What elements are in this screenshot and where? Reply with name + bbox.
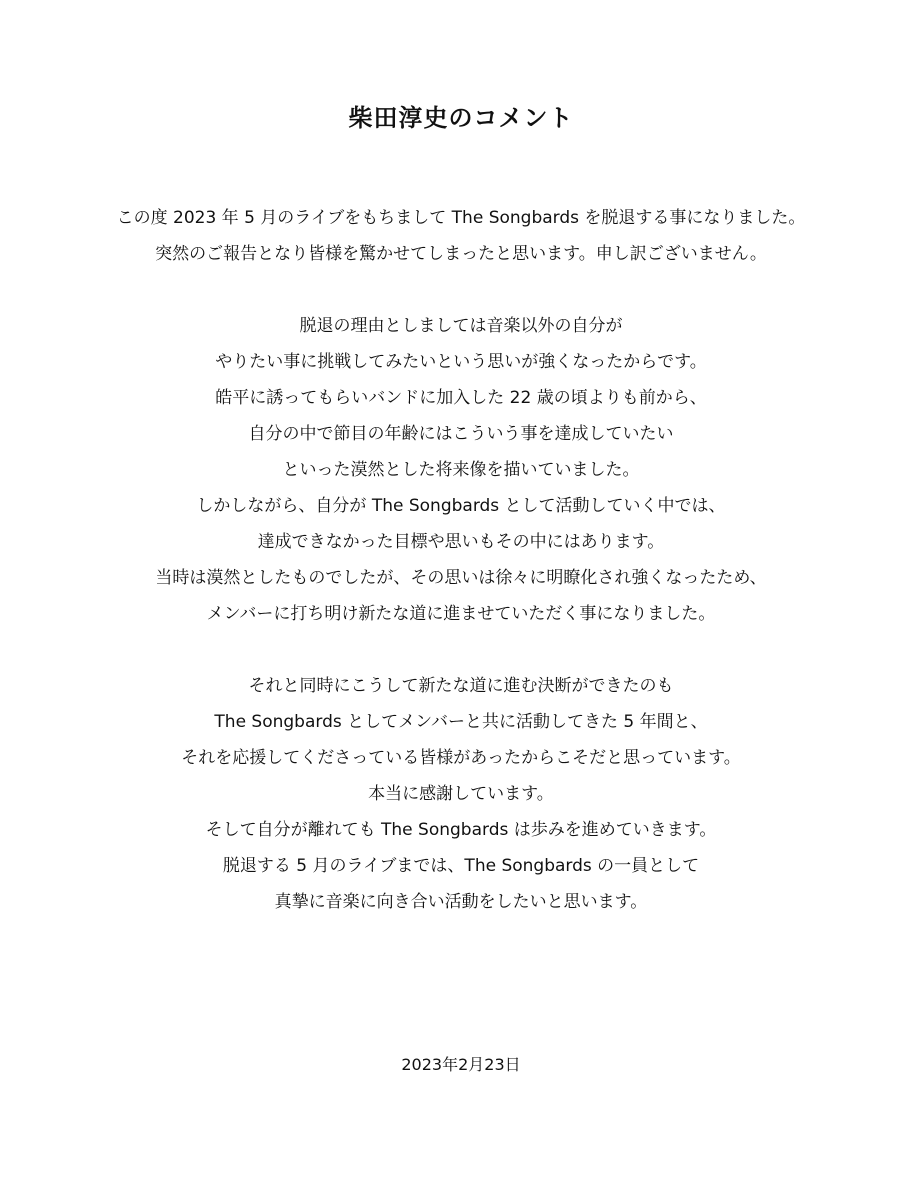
statement-body (0, 200, 922, 920)
text-line: 自分の中で節目の年齢にはこういう事を達成していたい (248, 424, 674, 444)
text-line: 当時は漠然としたものでしたが、その思いは徐々に明瞭化され強くなったため、 (155, 568, 767, 588)
text-line: メンバーに打ち明け新たな道に進ませていただく事になりました。 (206, 604, 716, 624)
text-line: The Songbards としてメンバーと共に活動してきた 5 年間と、 (214, 712, 708, 732)
page-title: 柴田淳史のコメント (348, 104, 574, 132)
text-line: 脱退の理由としましては音楽以外の自分が (299, 316, 623, 336)
text-line: 突然のご報告となり皆様を驚かせてしまったと思います。申し訳ございません。 (155, 244, 767, 264)
paragraph-3 (0, 668, 922, 920)
text-line: やりたい事に挑戦してみたいという思いが強くなったからです。 (215, 352, 707, 372)
text-line: 本当に感謝しています。 (368, 784, 554, 804)
text-line: そして自分が離れても The Songbards は歩みを進めていきます。 (205, 820, 717, 840)
text-line: 真摯に音楽に向き合い活動をしたいと思います。 (274, 892, 648, 912)
paragraph-1 (0, 200, 922, 272)
text-line: 達成できなかった目標や思いもその中にはあります。 (257, 532, 665, 552)
text-line: それを応援してくださっている皆様があったからこそだと思っています。 (181, 748, 741, 768)
text-line: この度 2023 年 5 月のライブをもちまして The Songbards を脱退する事になりました。 (116, 208, 806, 228)
text-line: それと同時にこうして新たな道に進む決断ができたのも (248, 676, 674, 696)
text-line: しかしながら、自分が The Songbards として活動していく中では、 (196, 496, 726, 516)
paragraph-2 (0, 308, 922, 632)
text-line: といった漠然とした将来像を描いていました。 (282, 460, 640, 480)
text-line: 脱退する 5 月のライブまでは、The Songbards の一員として (222, 856, 700, 876)
text-line: 皓平に誘ってもらいバンドに加入した 22 歳の頃よりも前から、 (215, 388, 707, 408)
statement-date: 2023年2月23日 (401, 1055, 521, 1074)
